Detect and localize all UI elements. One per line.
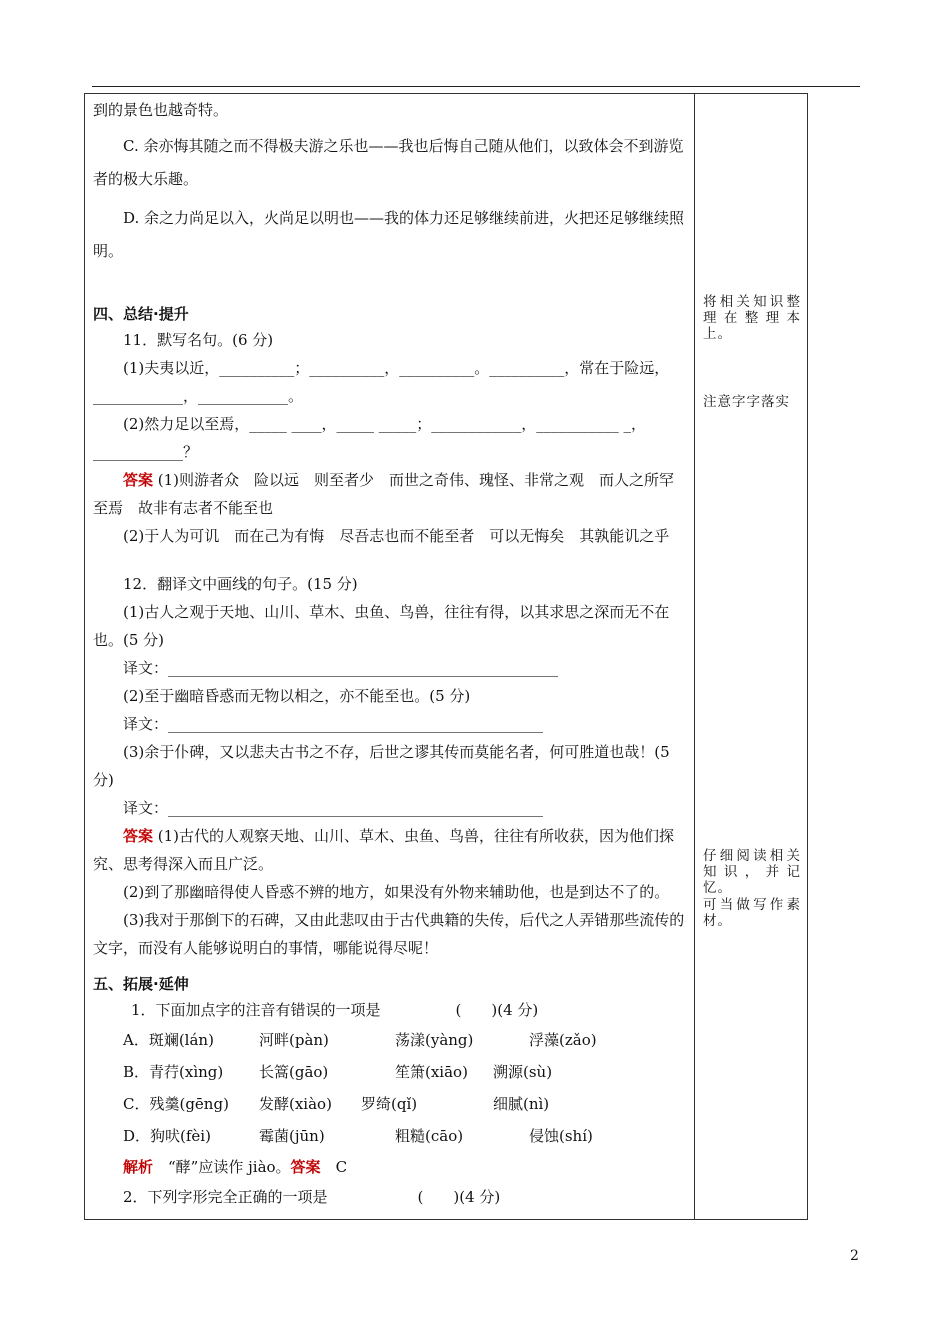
section-4-heading: 四、总结·提升 (93, 305, 189, 323)
translation-blank-1: 译文：____________________________________________________ (123, 659, 559, 677)
header-rule (92, 86, 860, 87)
answer-label: 答案 (123, 471, 154, 489)
answer-c: C (320, 1158, 348, 1176)
text-continuation: 到的景色也越奇特。 (93, 101, 229, 119)
section-5-heading: 五、拓展·延伸 (93, 975, 189, 993)
answer-label: 答案 (123, 827, 154, 845)
option-d-3: 粗糙(cāo) (395, 1127, 464, 1145)
analysis-text: “酵”应读作 jiào。 (153, 1158, 291, 1176)
option-d-1: D．狗吠(fèi) (123, 1127, 211, 1145)
analysis-line (93, 1152, 687, 1182)
option-c: C. 余亦悔其随之而不得极夫游之乐也——我也后悔自己随从他们，以致体会不到游览者的极大乐趣。 (93, 137, 684, 188)
option-d-4: 侵蚀(shí) (529, 1127, 593, 1145)
option-row-a (93, 1024, 687, 1056)
option-b-2: 长篙(gāo) (259, 1063, 329, 1081)
answer-12-2: (2)到了那幽暗得使人昏惑不辨的地方，如果没有外物来辅助他，也是到达不了的。 (123, 883, 670, 901)
option-d: D. 余之力尚足以入，火尚足以明也——我的体力还足够继续前进，火把还足够继续照明。 (93, 209, 685, 260)
option-a-4: 浮藻(zǎo) (529, 1031, 597, 1049)
answer-11-1-text: (1)则游者众 险以远 则至者少 而世之奇伟、瑰怪、非常之观 而人之所罕至焉 故非有志者不能至也 (93, 471, 675, 517)
option-b-4: 溯源(sù) (493, 1063, 553, 1081)
answer-11-2: (2)于人为可讥 而在己为有悔 尽吾志也而不能至者 可以无悔矣 其孰能讥之乎 (123, 527, 670, 545)
side-note-3: 仔细阅读相关知识，并记忆。 (703, 848, 801, 896)
side-note-2: 注意字字落实 (703, 394, 790, 410)
translation-blank-2: 译文：__________________________________________________ (123, 715, 544, 733)
page-number: 2 (850, 1248, 859, 1264)
option-b-1: B．青荇(xìng) (123, 1063, 224, 1081)
option-c-3: 罗绮(qǐ) (361, 1095, 418, 1113)
option-a-1: A．斑斓(lán) (123, 1031, 214, 1049)
main-column (93, 96, 687, 1212)
analysis-label: 解析 (123, 1158, 154, 1176)
answer-12-1 (93, 822, 687, 878)
option-row-c (93, 1088, 687, 1120)
question-12-part-2: (2)至于幽暗昏惑而无物以相之，亦不能至也。(5 分) (123, 687, 471, 705)
answer-12-3: (3)我对于那倒下的石碑，又由此悲叹由于古代典籍的失传，后代之人弄错那些流传的文字，而没有人能够说明白的事情，哪能说得尽呢！ (93, 911, 685, 957)
option-b-3: 笙箫(xiāo) (395, 1063, 468, 1081)
question-1: 1．下面加点字的注音有错误的一项是 ( )(4 分) (131, 1001, 539, 1019)
translation-blank-3: 译文：__________________________________________________ (123, 799, 544, 817)
option-d-2: 霉菌(jūn) (259, 1127, 325, 1145)
question-12-part-1: (1)古人之观于天地、山川、草木、虫鱼、鸟兽，往往有得，以其求思之深而无不在也。(5 分) (93, 603, 670, 649)
option-row-b (93, 1056, 687, 1088)
answer-12-1-text: (1)古代的人观察天地、山川、草木、虫鱼、鸟兽，往往有所收获，因为他们探究、思考得深入而且广泛。 (93, 827, 675, 873)
option-row-d (93, 1120, 687, 1152)
question-12-part-3: (3)余于仆碑，又以悲夫古书之不存，后世之谬其传而莫能名者，何可胜道也哉！(5 分) (93, 743, 670, 789)
side-note-1: 将相关知识整理在整理本上。 (703, 294, 801, 342)
question-11: 11．默写名句。(6 分) (123, 331, 274, 349)
question-11-part-1: (1)夫夷以近，__________；__________，__________。__________，常在于险远，____________，____________。 (93, 359, 670, 405)
question-11-part-2: (2)然力足以至焉，_____ ____，_____ _____；____________，___________ _，____________？ (93, 415, 647, 461)
option-c-1: C．残羹(gēng) (123, 1095, 229, 1113)
column-divider (694, 93, 695, 1220)
question-12: 12．翻译文中画线的句子。(15 分) (123, 575, 358, 593)
option-a-3: 荡漾(yàng) (395, 1031, 474, 1049)
side-note-4: 可当做写作素材。 (703, 897, 801, 929)
option-c-2: 发酵(xiào) (259, 1095, 332, 1113)
question-2: 2．下列字形完全正确的一项是 ( )(4 分) (123, 1188, 501, 1206)
answer-11-1 (93, 466, 687, 522)
option-a-2: 河畔(pàn) (259, 1031, 329, 1049)
answer-label: 答案 (290, 1158, 321, 1176)
option-c-4: 细腻(nì) (493, 1095, 550, 1113)
